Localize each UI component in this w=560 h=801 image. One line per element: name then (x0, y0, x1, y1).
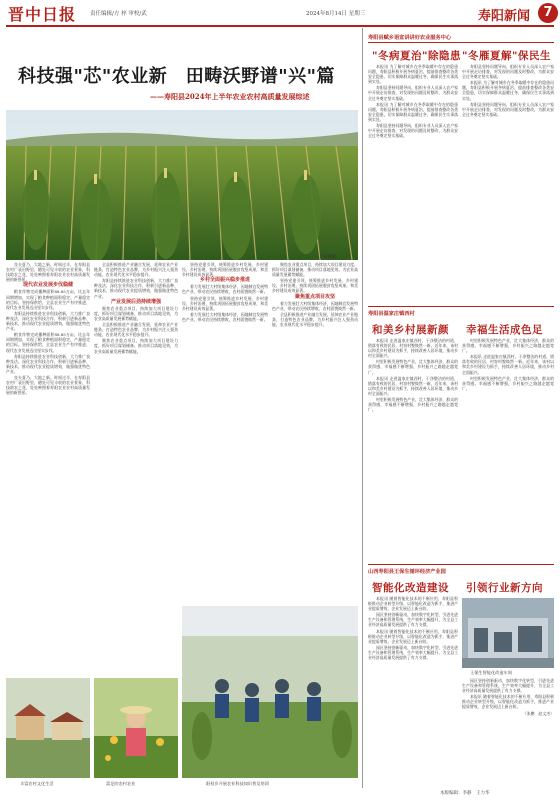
paragraph: 本报讯 走进温家庄镇西村，干净整洁的村道，错落有致的民居，村容村貌焕然一新。近年来，该村以和美乡村建设为抓手，持续改善人居环境，推动乡村全面振兴。 (368, 375, 458, 396)
article-column-1 (6, 262, 90, 674)
paragraph: 本报讯 随着智能化技术的不断应用，寿阳县积极推动企业转型升级，以智能化改造为抓手，推进产业提质增效，企业发展迈上新台阶。 (368, 628, 458, 644)
training-photo (182, 606, 358, 778)
lead-headline: 科技强"芯"农业新 田畴沃野谱"兴"篇 (18, 66, 336, 87)
section-subtitle: 现代农业发展步伐稳健 (22, 282, 73, 289)
sec3-column-2 (462, 678, 554, 782)
paragraph: 寿阳县持续推进农业科技创新，大力推广良种良法，深化农业科技合作，积极引进新品种、新技术，推动现代农业提质增效，做强做优特色产业。 (94, 278, 178, 299)
paragraph: 寿阳县坚持问题导向，组织专业人员深入农户家中开展走访排查，对发现的问题及时整改，为群众安全过冬奠定坚实基础。 (368, 85, 458, 101)
sec3-top-rule (368, 564, 554, 565)
page-footer: 本版编辑：李静 王力华 (440, 791, 490, 796)
sec2-headline-right: 幸福生活成色足 (466, 324, 543, 336)
paragraph: 园区坚持创新驱动，加快数字化转型，引进先进生产设备和管理系统，生产效率大幅提升，为全县工业经济高质量发展提供了有力支撑。 (368, 612, 458, 628)
article-column-2 (94, 262, 178, 674)
paragraph: 全县积极推进产业融合发展，延伸农业产业链条，打造特色农业品牌，为乡村振兴注入强劲动能，农业现代化水平稳步提升。 (272, 311, 358, 328)
paragraph: 本报讯 随着智能化技术的不断应用，寿阳县积极推动企业转型升级，以智能化改造为抓手，推进产业提质增效，企业发展迈上新台阶。 (462, 694, 554, 710)
paragraph: 寿阳县持续推进农业科技创新，大力推广良种良法，深化农业科技合作，积极引进新品种、新技术，推动现代农业提质增效，做强做优特色产业。 (6, 310, 90, 332)
sec3-column-1 (368, 596, 458, 786)
sec1-headline-left: "冬病夏治"除隐患 (372, 50, 461, 62)
masthead-rule (6, 25, 554, 27)
sec2-top-rule (368, 306, 554, 307)
sec1-tag: 寿阳县赋乡语宣讲讲好农业服务中心 (368, 35, 452, 41)
sec1-column-2 (462, 64, 554, 304)
paragraph: 园区坚持创新驱动，加快数字化转型，引进先进生产设备和管理系统，生产效率大幅提升，为全县工业经济高质量发展提供了有力支撑。 (368, 644, 458, 661)
paragraph: 村里积极发展特色产业，壮大集体经济，群众的获得感、幸福感不断增强，乡村振兴之路越走越宽广。 (462, 375, 554, 391)
masthead (6, 2, 554, 24)
sec2-tag: 寿阳县温家庄镇西村 (368, 311, 415, 317)
sec1-headline-right: "冬雁夏解"保民生 (462, 50, 551, 62)
paragraph: 聚焦农业重点项目，持续加大项目建设力度，抓好项目谋划储备，推动项目落地见效，为农业高质量发展蓄势赋能。 (272, 262, 358, 278)
farmer-illustration (94, 678, 178, 778)
corn-field-illustration (6, 110, 358, 260)
paragraph: 本报讯 走进温家庄镇西村，干净整洁的村道，错落有致的民居，村容村貌焕然一新。近年来，该村以和美乡村建设为抓手，持续改善人居环境，推动乡村全面振兴。 (368, 338, 458, 359)
factory-photo (462, 598, 554, 668)
paragraph: 聚焦农业重点项目，持续加大项目建设力度，抓好项目谋划储备，推动项目落地见效，为农业高质量发展蓄势赋能。 (94, 338, 178, 354)
paragraph: 全县积极推进产业融合发展，延伸农业产业链条，打造特色农业品牌，为乡村振兴注入强劲动能，农业现代化水平稳步提升。 (94, 262, 178, 278)
article-column-4 (272, 262, 358, 602)
factory-illustration (462, 598, 554, 668)
sec1-rule (368, 42, 554, 43)
paragraph: 粮食作物完成播种面积88.85万亩，比去年同期增加，实现了粮食种植面积稳定、产量稳定的目标。坚持保供给，全县农业生产有序推进，现代农业发展迈出坚实步伐。 (6, 332, 90, 353)
paragraph: 寿阳县持续推进农业科技创新，大力推广良种良法，深化农业科技合作，积极引进新品种、新技术，推动现代农业提质增效，做强做优特色产业。 (6, 353, 90, 374)
paragraph: 坚持党建引领，统筹推进乡村发展、乡村建设、乡村治理，持续巩固拓展脱贫攻坚成果，和美乡村建设成效显著。 (272, 278, 358, 294)
article-column-3 (182, 262, 268, 602)
paragraph: 着力发展壮大村级集体经济，因地制宜发展特色产业，带动农民持续增收，农村面貌焕然一新。 (182, 311, 268, 322)
sec2-column-2 (462, 338, 554, 558)
paragraph: 粮食作物完成播种面积88.85万亩，比去年同期增加，实现了粮食种植面积稳定、产量稳定的目标。坚持保供给，全县农业生产有序推进，现代农业发展迈出坚实步伐。 (6, 289, 90, 310)
paragraph: 全县积极推进产业融合发展，延伸农业产业链条，打造特色农业品牌，为乡村振兴注入强劲动能，农业现代化水平稳步提升。 (94, 322, 178, 338)
paragraph: 村里积极发展特色产业，壮大集体经济，群众的获得感、幸福感不断增强，乡村振兴之路越走越宽广。 (462, 338, 554, 354)
paragraph: 坚持党建引领，统筹推进乡村发展、乡村建设、乡村治理，持续巩固拓展脱贫攻坚成果，和美乡村建设成效显著。 (182, 295, 268, 311)
newspaper-logo: 晋中日报 (8, 5, 77, 24)
paragraph: 着力发展壮大村级集体经济，因地制宜发展特色产业，带动农民持续增收，农村面貌焕然一新。 (182, 284, 268, 295)
section-subtitle: 聚焦重点项目攻坚 (294, 293, 335, 300)
village-photo (6, 678, 90, 778)
editor-credits: 责任编辑/方 梓 审校/武 (90, 11, 147, 17)
paragraph: 村里积极发展特色产业，壮大集体经济，群众的获得感、幸福感不断增强，乡村振兴之路越走越宽广。 (368, 359, 458, 375)
sec2-column-1 (368, 338, 458, 558)
column-divider (362, 28, 363, 788)
lead-subhead: ——寿阳县2024年上半年农业农村高质量发展综述 (150, 92, 310, 101)
paragraph: 着力发展壮大村级集体经济，因地制宜发展特色产业，带动农民持续增收，农村面貌焕然一新。 (272, 300, 358, 311)
section-subtitle: 产业发展后劲持续增强 (110, 298, 161, 305)
paragraph: 本报讯 随着智能化技术的不断应用，寿阳县积极推动企业转型升级，以智能化改造为抓手，推进产业提质增效，企业发展迈上新台阶。 (368, 596, 458, 612)
paragraph: 寿阳县坚持问题导向，组织专业人员深入农户家中开展走访排查，对发现的问题及时整改，为群众安全过冬奠定坚实基础。 (462, 64, 554, 80)
paragraph: 寿阳县坚持问题导向，组织专业人员深入农户家中开展走访排查，对发现的问题及时整改，为群众安全过冬奠定坚实基础。 (462, 101, 554, 117)
paragraph: 良夫夏乃，大地之新。时间过半，在寿阳县农村广袤田野里，随处可见丰收的农业景象，科技助农之花，处处映照着寿阳农业农村高质量发展的新图景。 (6, 374, 90, 396)
paragraph: 寿阳县坚持问题导向，组织专业人员深入农户家中开展走访排查，对发现的问题及时整改，为群众安全过冬奠定坚实基础。 (368, 123, 458, 139)
byline: （张鹏 赵文杰） (522, 710, 554, 716)
sec2-headline-left: 和美乡村展新颜 (372, 324, 449, 336)
sec1-column-1 (368, 64, 458, 304)
factory-photo-caption: 王保生智能化改造车间 (470, 670, 512, 675)
paragraph: 园区坚持创新驱动，加快数字化转型，引进先进生产设备和管理系统，生产效率大幅提升，为全县工业经济高质量发展提供了有力支撑。 (462, 678, 554, 694)
training-photo-caption: 阳权乡开展农业科技知识普及培训 (206, 781, 269, 786)
section-subtitle: 乡村全面振兴稳步推进 (199, 277, 250, 284)
paragraph: 村里积极发展特色产业，壮大集体经济，群众的获得感、幸福感不断增强，乡村振兴之路越走越宽广。 (368, 397, 458, 413)
paragraph: 坚持党建引领，统筹推进乡村发展、乡村建设、乡村治理，持续巩固拓展脱贫攻坚成果，和美乡村建设成效显著。 (182, 262, 268, 278)
paragraph: 本报讯 为了解对城乡在冬季取暖中存在的隐患问题，寿阳县积极开展冬病夏治，提前排查整改各类安全隐患，切实保障群众温暖过冬，确保民生实事落到实处。 (368, 101, 458, 122)
main-photo-caption: 玉米种植 (318, 255, 336, 260)
paragraph: 本报讯 为了解对城乡在冬季取暖中存在的隐患问题，寿阳县积极开展冬病夏治，提前排查整改各类安全隐患，切实保障群众温暖过冬，确保民生实事落到实处。 (368, 64, 458, 85)
section-title: 寿阳新闻 (478, 9, 531, 24)
paragraph: 本报讯 为了解对城乡在冬季取暖中存在的隐患问题，寿阳县积极开展冬病夏治，提前排查整改各类安全隐患，切实保障群众温暖过冬，确保民生实事落到实处。 (462, 80, 554, 101)
training-illustration (182, 606, 358, 778)
paragraph: 聚焦农业重点项目，持续加大项目建设力度，抓好项目谋划储备，推动项目落地见效，为农业高质量发展蓄势赋能。 (94, 305, 178, 321)
page-number-badge: 7 (538, 3, 558, 23)
farmer-photo (94, 678, 178, 778)
issue-date: 2024年8月14日 星期三 (306, 11, 366, 17)
sec3-tag: 山西寿阳县王保生循环经济产业园 (368, 569, 446, 575)
village-photo-caption: 丰富农村文化生活 (20, 781, 54, 786)
paragraph: 本报讯 走进温家庄镇西村，干净整洁的村道，错落有致的民居，村容村貌焕然一新。近年来，该村以和美乡村建设为抓手，持续改善人居环境，推动乡村全面振兴。 (462, 354, 554, 375)
corn-field-photo (6, 110, 358, 260)
farmer-photo-caption: 富足的农村农业 (106, 781, 136, 786)
sec3-headline-right: 引领行业新方向 (466, 582, 543, 594)
village-illustration (6, 678, 90, 778)
paragraph: 良夫夏乃，大地之新。时间过半，在寿阳县农村广袤田野里，随处可见丰收的农业景象，科技助农之花，处处映照着寿阳农业农村高质量发展的新图景。 (6, 262, 90, 283)
sec3-headline-left: 智能化改造建设 (372, 582, 449, 594)
